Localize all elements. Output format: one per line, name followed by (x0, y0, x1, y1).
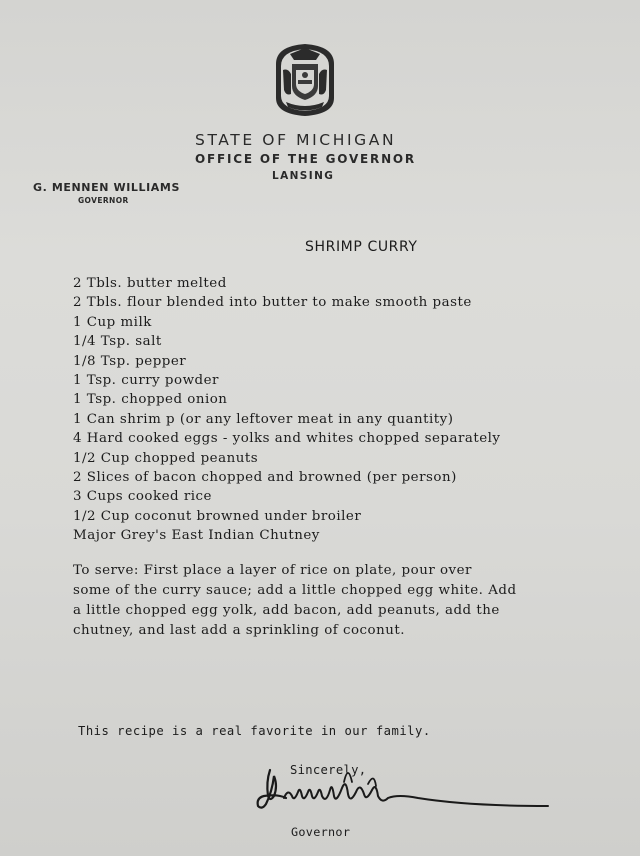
sender-name: G. MENNEN WILLIAMS (33, 181, 180, 194)
ingredient-item: 1/2 Cup coconut browned under broiler (73, 508, 362, 524)
ingredient-item: 4 Hard cooked eggs - yolks and whites chopped separately (73, 431, 501, 447)
letterhead-city: LANSING (272, 170, 335, 182)
letterhead-state: STATE OF MICHIGAN (195, 131, 397, 149)
ingredient-item: 1 Tsp. curry powder (73, 373, 219, 389)
ingredient-item: 1/2 Cup chopped peanuts (73, 450, 259, 466)
instruction-line: To serve: First place a layer of rice on plate, pour over (73, 563, 472, 578)
ingredient-item: 2 Slices of bacon chopped and browned (per person) (73, 470, 457, 486)
recipe-title: SHRIMP CURRY (305, 239, 418, 255)
instruction-line: a little chopped egg yolk, add bacon, add peanuts, add the (73, 603, 500, 618)
michigan-seal-icon (272, 40, 338, 118)
instruction-line: chutney, and last add a sprinkling of coconut. (73, 623, 405, 638)
ingredient-item: 1/8 Tsp. pepper (73, 353, 187, 369)
ingredient-item: Major Grey's East Indian Chutney (73, 528, 320, 544)
ingredient-item: 1/4 Tsp. salt (73, 334, 162, 350)
instruction-line: some of the curry sauce; add a little chopped egg white. Add (73, 583, 517, 598)
serving-instructions (73, 561, 613, 641)
closing-note: This recipe is a real favorite in our family. (78, 724, 431, 738)
ingredient-item: 2 Tbls. butter melted (73, 276, 227, 291)
letterhead-office: OFFICE OF THE GOVERNOR (195, 152, 416, 166)
ingredient-item: 1 Cup milk (73, 314, 152, 330)
closing-title: Governor (291, 825, 351, 839)
ingredient-list (73, 274, 501, 546)
ingredient-item: 1 Can shrim p (or any leftover meat in any quantity) (73, 411, 454, 427)
sender-title: GOVERNOR (78, 196, 129, 205)
ingredient-item: 1 Tsp. chopped onion (73, 392, 228, 408)
ingredient-item: 2 Tbls. flour blended into butter to make smooth paste (73, 295, 472, 311)
closing-salutation: Sincerely, (290, 763, 367, 777)
ingredient-item: 3 Cups cooked rice (73, 489, 212, 505)
